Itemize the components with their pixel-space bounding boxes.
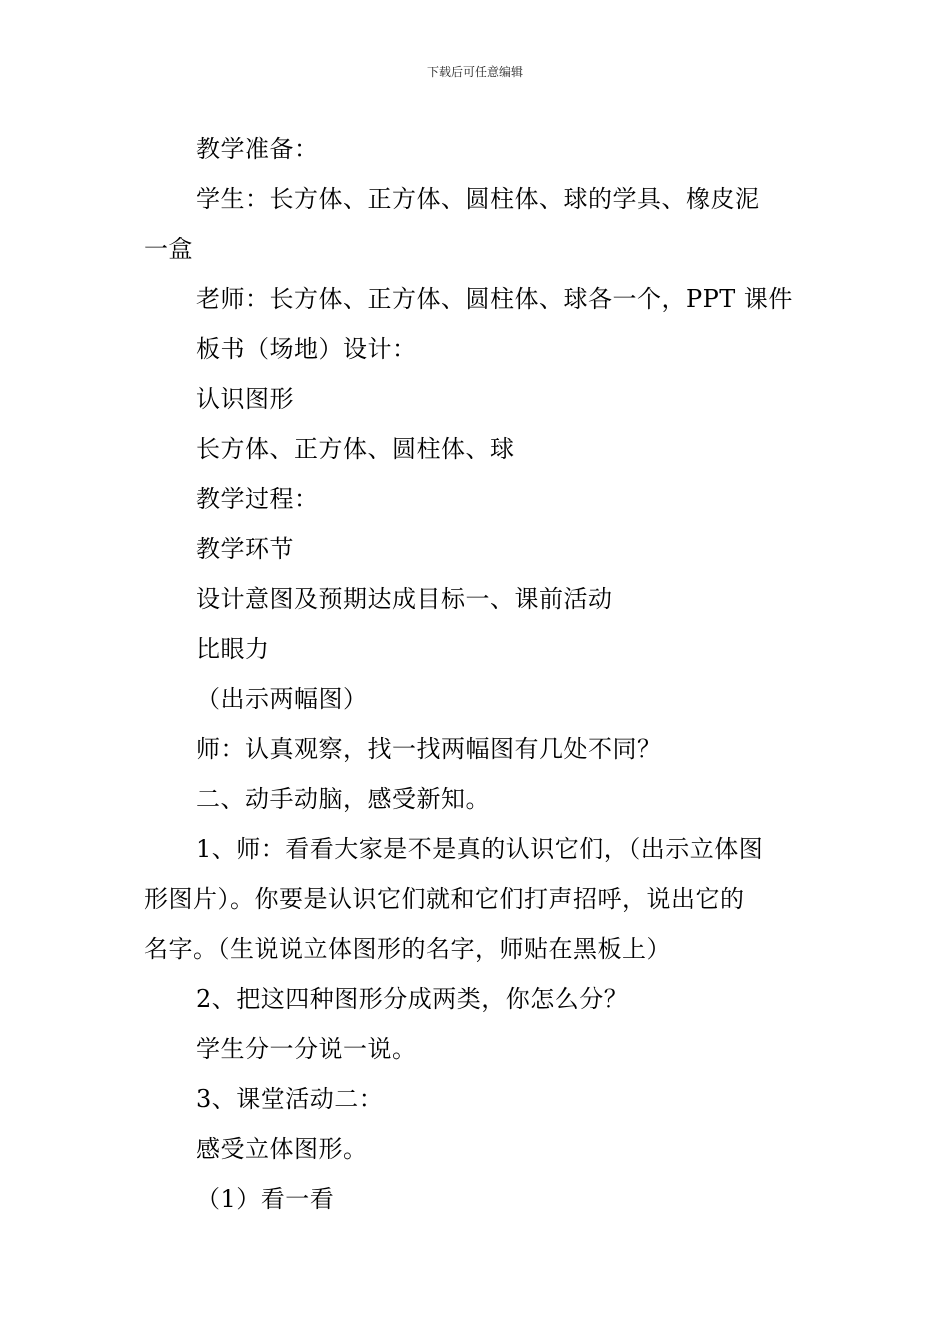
text-line: 感受立体图形。 <box>196 1135 368 1163</box>
text-line: 2、把这四种图形分成两类，你怎么分？ <box>196 985 629 1013</box>
text-line: 师：认真观察，找一找两幅图有几处不同？ <box>196 735 662 763</box>
text-line: 板书（场地）设计： <box>196 335 417 363</box>
text-line: 教学准备： <box>196 135 319 163</box>
text-line: 学生分一分说一说。 <box>196 1035 417 1063</box>
page-header: 下载后可任意编辑 <box>426 65 523 79</box>
text-line: 名字。（生说说立体图形的名字，师贴在黑板上） <box>144 935 671 963</box>
text-line: 3、课堂活动二： <box>196 1085 384 1113</box>
text-line: 一盒 <box>144 235 193 263</box>
text-line: 二、动手动脑，感受新知。 <box>196 785 490 813</box>
text-line: 设计意图及预期达成目标一、课前活动 <box>196 585 613 613</box>
text-line: 学生：长方体、正方体、圆柱体、球的学具、橡皮泥 <box>196 185 760 213</box>
text-line: （出示两幅图） <box>196 685 368 713</box>
text-line: 比眼力 <box>196 635 270 663</box>
text-line: 教学环节 <box>196 535 294 563</box>
text-line: 老师：长方体、正方体、圆柱体、球各一个，PPT 课件 <box>196 285 793 313</box>
document-body <box>144 124 806 1224</box>
text-line: 1、师：看看大家是不是真的认识它们，（出示立体图 <box>196 835 764 863</box>
text-line: 长方体、正方体、圆柱体、球 <box>196 435 515 463</box>
text-line: （1）看一看 <box>196 1185 335 1213</box>
text-line: 认识图形 <box>196 385 294 413</box>
text-line: 形图片）。你要是认识它们就和它们打声招呼，说出它的 <box>144 885 745 913</box>
text-line: 教学过程： <box>196 485 319 513</box>
